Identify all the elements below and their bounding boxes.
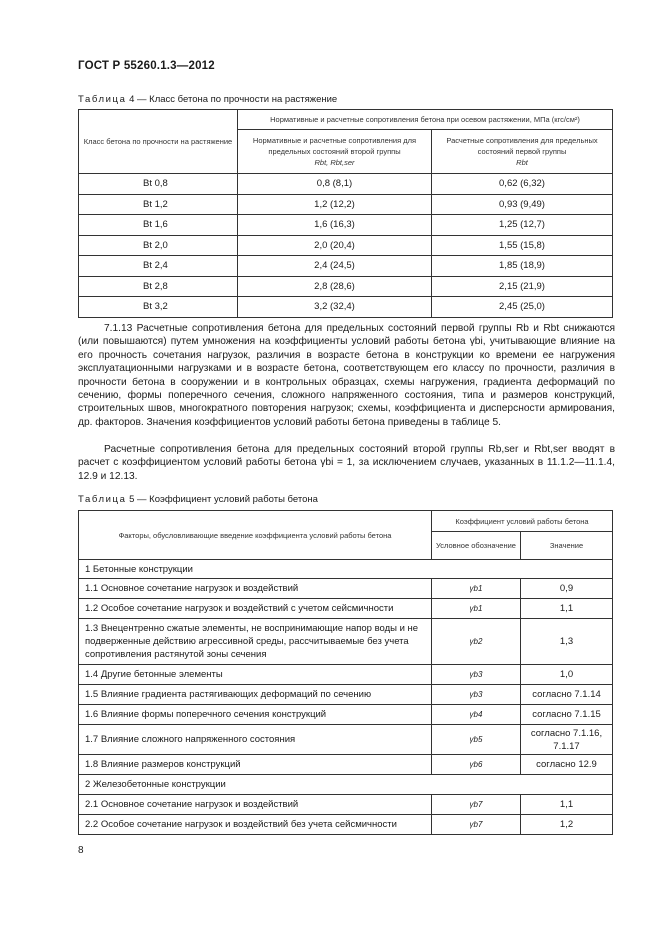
table4-row xyxy=(79,235,613,256)
table4-cell-ser: 3,2 (32,4) xyxy=(238,297,432,318)
table4-cell-calc: 1,25 (12,7) xyxy=(432,215,613,236)
table4-sub1-symbols: Rbt, Rbt,ser xyxy=(314,158,355,167)
table4-row xyxy=(79,194,613,215)
table5-cell-sym: γb5 xyxy=(432,725,521,755)
table5 xyxy=(78,510,613,835)
table4-cell-ser: 0,8 (8,1) xyxy=(238,174,432,195)
table5-row xyxy=(79,579,613,599)
table5-section-title: 2 Железобетонные конструкции xyxy=(79,775,613,795)
table4-cell-calc: 1,55 (15,8) xyxy=(432,235,613,256)
table5-section-title: 1 Бетонные конструкции xyxy=(79,560,613,579)
page-number: 8 xyxy=(78,845,84,856)
table5-cell-factor: 2.2 Особое сочетание нагрузок и воздействий без учета сейсмичности xyxy=(79,815,432,835)
table5-cell-factor: 1.2 Особое сочетание нагрузок и воздействий с учетом сейсмичности xyxy=(79,599,432,619)
table4-caption xyxy=(78,94,337,105)
table4-row xyxy=(79,297,613,318)
table5-cell-val: 1,0 xyxy=(521,665,613,685)
table4 xyxy=(78,109,613,318)
table4-group-header: Нормативные и расчетные сопротивления бетона при осевом растяжении, МПа (кгс/см²) xyxy=(238,110,613,130)
table4-col1-header: Класс бетона по прочности на растяжение xyxy=(79,110,238,174)
table5-group-header: Коэффициент условий работы бетона xyxy=(432,511,613,532)
table5-cell-sym: γb7 xyxy=(432,815,521,835)
table5-cell-sym: γb3 xyxy=(432,685,521,705)
table4-cell-cls: Bt 1,6 xyxy=(79,215,238,236)
table5-row xyxy=(79,599,613,619)
table5-sub1-header: Условное обозначение xyxy=(432,532,521,560)
table4-cell-cls: Bt 2,8 xyxy=(79,276,238,297)
table5-cell-factor: 1.4 Другие бетонные элементы xyxy=(79,665,432,685)
table5-cell-val: согласно 7.1.15 xyxy=(521,705,613,725)
table5-cell-val: согласно 7.1.14 xyxy=(521,685,613,705)
table4-cell-cls: Bt 3,2 xyxy=(79,297,238,318)
table5-sub2-header: Значение xyxy=(521,532,613,560)
table5-cell-val: 1,1 xyxy=(521,795,613,815)
table4-cell-ser: 2,4 (24,5) xyxy=(238,256,432,277)
table5-cell-val: 0,9 xyxy=(521,579,613,599)
table5-cell-sym: γb4 xyxy=(432,705,521,725)
table4-cell-cls: Bt 0,8 xyxy=(79,174,238,195)
table4-cell-calc: 0,93 (9,49) xyxy=(432,194,613,215)
table5-row xyxy=(79,815,613,835)
table5-section-row xyxy=(79,560,613,579)
table5-cell-val: согласно 7.1.16, 7.1.17 xyxy=(521,725,613,755)
table5-cell-factor: 2.1 Основное сочетание нагрузок и воздействий xyxy=(79,795,432,815)
table5-cell-sym: γb1 xyxy=(432,599,521,619)
table5-row xyxy=(79,685,613,705)
table4-row xyxy=(79,276,613,297)
table4-sub2-header xyxy=(432,130,613,174)
table4-row xyxy=(79,256,613,277)
table5-row xyxy=(79,725,613,755)
table4-caption-prefix: Таблица xyxy=(78,94,127,105)
table4-cell-ser: 1,6 (16,3) xyxy=(238,215,432,236)
table5-cell-val: 1,1 xyxy=(521,599,613,619)
table4-sub1-text: Нормативные и расчетные сопротивления для предельных состояний второй группы xyxy=(252,136,417,156)
table4-cell-ser: 2,0 (20,4) xyxy=(238,235,432,256)
table5-cell-factor: 1.7 Влияние сложного напряженного состояния xyxy=(79,725,432,755)
table4-row xyxy=(79,215,613,236)
table5-cell-sym: γb2 xyxy=(432,619,521,665)
table4-caption-text: 4 — Класс бетона по прочности на растяжение xyxy=(126,94,338,105)
table5-cell-factor: 1.6 Влияние формы поперечного сечения конструкций xyxy=(79,705,432,725)
table5-cell-val: 1,3 xyxy=(521,619,613,665)
table4-cell-calc: 2,15 (21,9) xyxy=(432,276,613,297)
table5-row xyxy=(79,665,613,685)
table5-cell-val: согласно 12.9 xyxy=(521,755,613,775)
table4-cell-cls: Bt 1,2 xyxy=(79,194,238,215)
table4-cell-cls: Bt 2,4 xyxy=(79,256,238,277)
table5-cell-sym: γb7 xyxy=(432,795,521,815)
table4-row xyxy=(79,174,613,195)
table4-sub2-symbol: Rbt xyxy=(516,158,528,167)
table5-cell-sym: γb1 xyxy=(432,579,521,599)
table5-section-row xyxy=(79,775,613,795)
paragraph-second-group: Расчетные сопротивления бетона для предельных состояний второй группы Rb,ser и Rbt,ser вводят в расчет с коэффициентом условий работы бетона γbi = 1, за исключением случаев, указанных в 11.1.2—11.1.4, 12.9 и 12.13. xyxy=(78,444,615,482)
table4-cell-cls: Bt 2,0 xyxy=(79,235,238,256)
document-id: ГОСТ Р 55260.1.3—2012 xyxy=(78,60,215,72)
table5-row xyxy=(79,795,613,815)
table5-row xyxy=(79,619,613,665)
table4-cell-calc: 0,62 (6,32) xyxy=(432,174,613,195)
table4-sub1-header xyxy=(238,130,432,174)
table5-cell-sym: γb6 xyxy=(432,755,521,775)
table4-cell-calc: 1,85 (18,9) xyxy=(432,256,613,277)
table5-cell-factor: 1.8 Влияние размеров конструкций xyxy=(79,755,432,775)
table4-cell-calc: 2,45 (25,0) xyxy=(432,297,613,318)
table5-cell-factor: 1.5 Влияние градиента растягивающих деформаций по сечению xyxy=(79,685,432,705)
table4-cell-ser: 2,8 (28,6) xyxy=(238,276,432,297)
paragraph-7-1-13: 7.1.13 Расчетные сопротивления бетона для предельных состояний первой группы Rb и Rbt снижаются (или повышаются) путем умножения на коэффициенты условий работы бетона γbi, учитывающие влияние на его прочность сочетания нагрузок, различия в возрасте бетона в конструкции ко времени ее нагружения эксплуатационными нагрузками и в возрасте бетона, соответствующем его классу по прочности, различия в прочности бетона в сооружении и в контрольных образцах, схемы нагружения, градиента деформаций по сечению, формы поперечного сечения, сложного напряженного состояния, типа и размеров конструкций, строительных швов, многократного повторения нагрузок; схемы, коэффициента и дисперсности армирования, др. факторов. Значения коэффициентов условий работы бетона приведены в таблице 5. xyxy=(78,323,615,428)
table5-col1-header: Факторы, обусловливающие введение коэффициента условий работы бетона xyxy=(79,511,432,560)
table5-caption xyxy=(78,494,318,505)
table5-cell-factor: 1.3 Внецентренно сжатые элементы, не воспринимающие напор воды и не подверженные действию агрессивной среды, рассчитываемые без учета сопротивления растянутой зоны сечения xyxy=(79,619,432,665)
table5-cell-sym: γb3 xyxy=(432,665,521,685)
table5-cell-val: 1,2 xyxy=(521,815,613,835)
table5-caption-text: 5 — Коэффициент условий работы бетона xyxy=(126,494,318,505)
table5-caption-prefix: Таблица xyxy=(78,494,127,505)
table5-cell-factor: 1.1 Основное сочетание нагрузок и воздействий xyxy=(79,579,432,599)
table5-row xyxy=(79,755,613,775)
table4-sub2-text: Расчетные сопротивления для предельных состояний первой группы xyxy=(446,136,598,156)
table5-row xyxy=(79,705,613,725)
table4-cell-ser: 1,2 (12,2) xyxy=(238,194,432,215)
